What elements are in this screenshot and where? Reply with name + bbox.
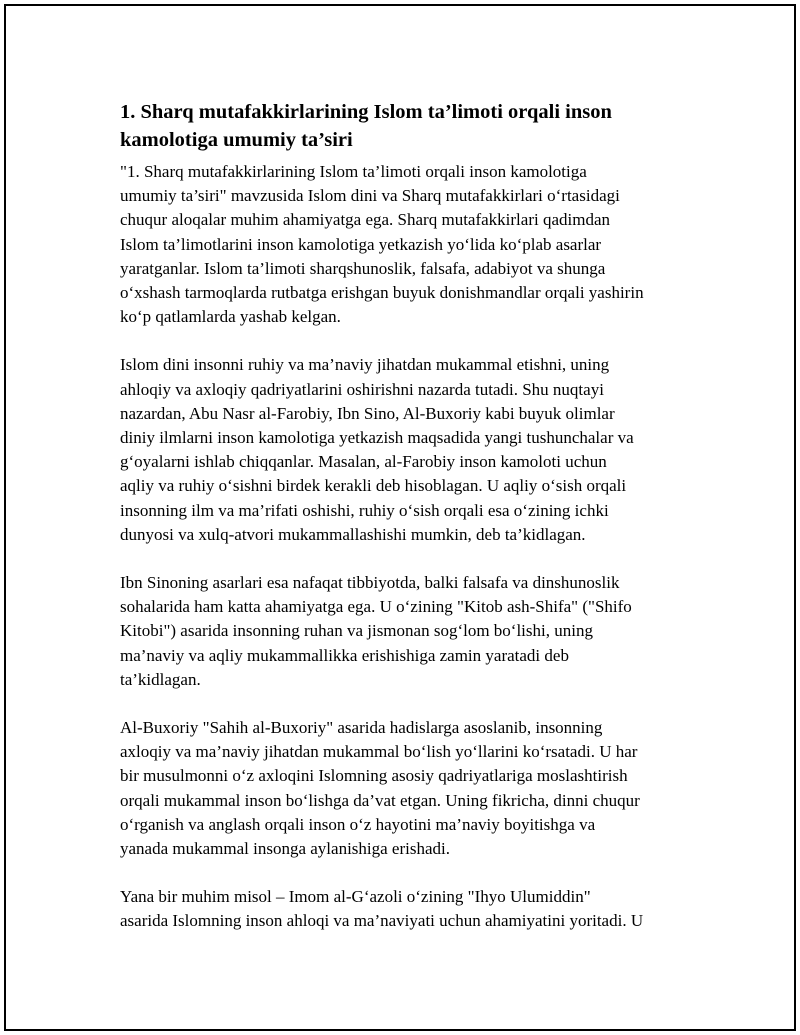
document-title	[120, 98, 700, 154]
text-line: oʻrganish va anglash orqali inson oʻz hayotini ma’naviy boyitishga va	[120, 814, 596, 834]
text-line: Al-Buxoriy "Sahih al-Buxoriy" asarida hadislarga asoslanib, insonning	[120, 718, 603, 738]
text-line: Ibn Sinoning asarlari esa nafaqat tibbiyotda, balki falsafa va dinshunoslik	[120, 573, 620, 593]
text-line: asarida Islomning inson ahloqi va ma’naviyati uchun ahamiyatini yoritadi. U	[120, 911, 644, 931]
text-line: koʻp qatlamlarda yashab kelgan.	[120, 307, 341, 327]
text-line: aqliy va ruhiy oʻsishni birdek kerakli deb hisoblagan. U aqliy oʻsish orqali	[120, 476, 627, 496]
text-line: umumiy ta’siri" mavzusida Islom dini va Sharq mutafakkirlari oʻrtasidagi	[120, 186, 620, 206]
text-line: nazardan, Abu Nasr al-Farobiy, Ibn Sino, Al-Buxoriy kabi buyuk olimlar	[120, 403, 615, 423]
text-line: "1. Sharq mutafakkirlarining Islom ta’limoti orqali inson kamolotiga	[120, 162, 587, 181]
document-body	[120, 98, 700, 958]
text-line: Kitobi") asarida insonning ruhan va jismonan sogʻlom boʻlishi, uning	[120, 621, 593, 641]
text-line: yanada mukammal insonga aylanishiga erishadi.	[120, 839, 450, 859]
text-line: insonning ilm va ma’rifati oshishi, ruhiy oʻsish orqali esa oʻzining ichki	[120, 500, 609, 520]
text-line: oʻxshash tarmoqlarda rutbatga erishgan buyuk donishmandlar orqali yashirin	[120, 283, 644, 303]
text-line: chuqur aloqalar muhim ahamiyatga ega. Sharq mutafakkirlari qadimdan	[120, 210, 610, 230]
text-line: gʻoyalarni ishlab chiqqanlar. Masalan, al-Farobiy inson kamoloti uchun	[120, 452, 607, 472]
text-line: Islom dini insonni ruhiy va ma’naviy jihatdan mukammal etishni, uning	[120, 355, 610, 375]
text-line: Islom ta’limotlarini inson kamolotiga yetkazish yoʻlida koʻplab asarlar	[120, 234, 602, 254]
text-line: Yana bir muhim misol – Imom al-Gʻazoli oʻzining "Ihyo Ulumiddin"	[120, 887, 591, 907]
title-line: 1. Sharq mutafakkirlarining Islom ta’limoti orqali inson	[120, 101, 612, 123]
text-line: orqali mukammal inson boʻlishga da’vat etgan. Uning fikricha, dinni chuqur	[120, 790, 640, 810]
text-line: dunyosi va xulq-atvori mukammallashishi mumkin, deb ta’kidlagan.	[120, 524, 586, 544]
text-line: ta’kidlagan.	[120, 669, 201, 689]
text-line: bir musulmonni oʻz axloqini Islomning asosiy qadriyatlariga moslashtirish	[120, 766, 628, 786]
text-line: ma’naviy va aqliy mukammallikka erishishiga zamin yaratadi deb	[120, 645, 569, 665]
paragraph-4	[120, 716, 700, 861]
paragraph-5	[120, 885, 700, 933]
text-line: diniy ilmlarni inson kamolotiga yetkazish maqsadida yangi tushunchalar va	[120, 428, 634, 448]
text-line: axloqiy va ma’naviy jihatdan mukammal boʻlish yoʻllarini koʻrsatadi. U har	[120, 742, 638, 762]
paragraph-3	[120, 571, 700, 692]
text-line: ahloqiy va axloqiy qadriyatlarini oshirishni nazarda tutadi. Shu nuqtayi	[120, 379, 604, 399]
title-line: kamolotiga umumiy ta’siri	[120, 129, 353, 151]
text-line: yaratganlar. Islom ta’limoti sharqshunoslik, falsafa, adabiyot va shunga	[120, 258, 606, 278]
paragraph-2	[120, 353, 700, 547]
page-frame	[4, 4, 796, 1031]
text-line: sohalarida ham katta ahamiyatga ega. U oʻzining "Kitob ash-Shifa" ("Shifo	[120, 597, 632, 617]
paragraph-1	[120, 160, 700, 329]
